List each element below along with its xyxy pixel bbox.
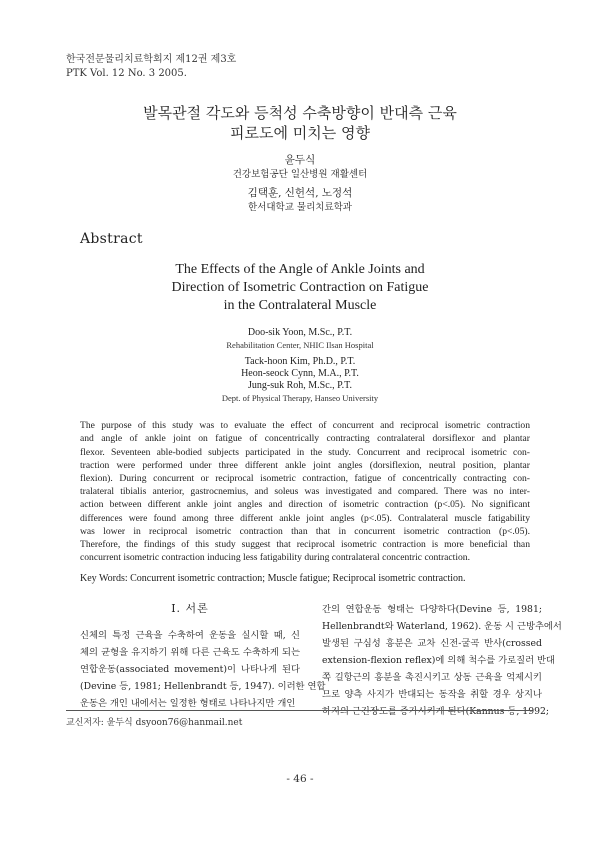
english-author-3: Heon-seock Cynn, M.A., P.T. bbox=[241, 368, 359, 379]
body-line: 운동은 개인 내에서는 일정한 형태로 나타나지만 개인 bbox=[80, 698, 296, 709]
body-line: 하지의 근긴장도를 증가시키게 된다(Kannus 등, 1992; bbox=[322, 706, 550, 717]
footnote-divider bbox=[66, 710, 532, 711]
body-line: 쪽 길항근의 흥분을 촉진시키고 상동 근육을 억제시키 bbox=[322, 672, 542, 683]
footnote-correspondence: 교신저자: 윤두식 dsyoon76@hanmail.net bbox=[66, 718, 243, 728]
abstract-line: traction were performed under three different ankle joint angles (dorsiflexion, neutral position, plantar bbox=[80, 460, 530, 471]
body-line: 체의 균형을 유지하기 위해 다른 근육도 수축하게 되는 bbox=[80, 647, 300, 658]
body-line: 연합운동(associated movement)이 나타나게 된다 bbox=[80, 664, 300, 675]
body-line: 므로 양측 사지가 반대되는 동작을 취할 경우 상지나 bbox=[322, 689, 542, 700]
abstract-line: and angle of ankle joint on fatigue of concentrically contracting contralateral dorsiflexor and plantar bbox=[80, 433, 530, 444]
abstract-line: action between different ankle joint angles and direction of isometric contraction (p<.05). No significant bbox=[80, 499, 530, 510]
korean-affiliation-2: 한서대학교 물리치료학과 bbox=[248, 202, 352, 213]
abstract-line: differences were found among three different ankle joint angles (p<.05). Contralateral muscle fatigability bbox=[80, 513, 530, 524]
page-number: - 46 - bbox=[286, 773, 314, 785]
body-line: (Devine 등, 1981; Hellenbrandt 등, 1947). 이러한 연합 bbox=[80, 681, 326, 692]
body-line: 발생된 구심성 흥분은 교차 신전-굴곡 반사(crossed bbox=[322, 638, 542, 649]
body-line: 간의 연합운동 형태는 다양하다(Devine 등, 1981; bbox=[322, 604, 542, 615]
body-line: extension-flexion reflex)에 의해 척수를 가로질러 반대 bbox=[322, 655, 556, 666]
body-line: Hellenbrandt와 Waterland, 1962). 운동 시 근방추에서 bbox=[322, 621, 562, 632]
journal-name: 한국전문물리치료학회지 제12권 제3호 bbox=[66, 54, 237, 65]
journal-volume: PTK Vol. 12 No. 3 2005. bbox=[66, 68, 187, 79]
english-title-line-2: Direction of Isometric Contraction on Fatigue bbox=[171, 280, 429, 295]
abstract-line: Therefore, the findings of this study suggest that reciprocal isometric contraction is more beneficial than bbox=[80, 539, 530, 550]
english-title-line-1: The Effects of the Angle of Ankle Joints and bbox=[175, 262, 425, 277]
abstract-line: was lower in reciprocal isometric contraction than that in concurrent isometric contraction (p<.05). bbox=[80, 526, 530, 537]
abstract-heading: Abstract bbox=[80, 231, 143, 247]
keywords: Key Words: Concurrent isometric contraction; Muscle fatigue; Reciprocal isometric contraction. bbox=[80, 573, 466, 584]
korean-title-line-1: 발목관절 각도와 등척성 수축방향이 반대측 근육 bbox=[143, 104, 457, 122]
abstract-line: tralateral tibialis anterior, gastrocnemius, and soleus was investigated and compared. There was no inter- bbox=[80, 486, 530, 497]
english-affiliation-1: Rehabilitation Center, NHIC Ilsan Hospital bbox=[226, 340, 374, 350]
abstract-line: concurrent isometric contraction inducing less fatigability during contralateral concentric contraction. bbox=[80, 552, 470, 563]
english-author-2: Tack-hoon Kim, Ph.D., P.T. bbox=[244, 356, 356, 367]
abstract-line: The purpose of this study was to evaluate the effect of concurrent and reciprocal isometric contraction bbox=[80, 420, 530, 431]
body-line: 신체의 특정 근육을 수축하여 운동을 실시할 때, 신 bbox=[80, 630, 300, 641]
english-affiliation-2: Dept. of Physical Therapy, Hanseo University bbox=[221, 393, 379, 403]
english-title-line-3: in the Contralateral Muscle bbox=[223, 298, 377, 313]
english-author-4: Jung-suk Roh, M.Sc., P.T. bbox=[248, 380, 352, 391]
abstract-line: flexor. Seventeen able-bodied subjects participated in the study. Concurrent and reciprocal isometric con- bbox=[80, 447, 530, 458]
korean-affiliation-1: 건강보험공단 일산병원 재활센터 bbox=[232, 169, 368, 180]
korean-author-1: 윤두식 bbox=[284, 154, 316, 166]
english-author-1: Doo-sik Yoon, M.Sc., P.T. bbox=[247, 327, 353, 338]
korean-author-2: 김택훈, 신헌석, 노정석 bbox=[247, 187, 353, 199]
abstract-line: flexion). During concurrent or reciprocal isometric contraction, fatigue of concentrically contracting con- bbox=[80, 473, 530, 484]
korean-title-line-2: 피로도에 미치는 영향 bbox=[230, 124, 370, 142]
section-heading-introduction: Ⅰ. 서론 bbox=[171, 602, 209, 615]
